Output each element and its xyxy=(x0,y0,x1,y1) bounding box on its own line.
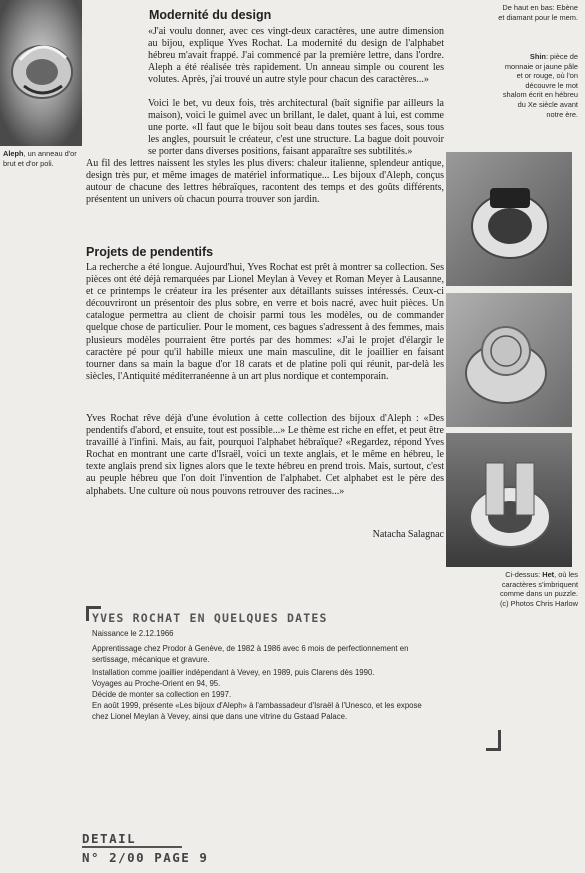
article-author: Natacha Salagnac xyxy=(372,529,444,540)
shin-caption xyxy=(500,52,578,119)
het-caption-prefix: Ci-dessus: xyxy=(505,570,543,579)
bio-line-collection: Décide de monter sa collection en 1997. xyxy=(92,690,232,699)
shin-caption-text: : pièce de monnaie or jaune pâle et or rouge, où l'on découvre le mot shalom écrit en hébreu du Xe siècle avant notre ère. xyxy=(502,52,578,119)
footer-divider xyxy=(82,846,182,848)
section1-paragraph-3: Au fil des lettres naissent les styles les plus divers: chaleur italienne, splendeur antique, design très pur, et même images de matériel informatique... Les bijoux d'Aleph, conçus autour de chacune des lettres hébraïques, racontent des temps et des goûts différents, présentent un univers où chacun pourra trouver son jardin. xyxy=(86,158,444,206)
bio-line-installation: Installation comme joaillier indépendant à Vevey, en 1989, puis Clarens dès 1990. xyxy=(92,668,375,677)
section2-paragraph-1: La recherche a été longue. Aujourd'hui, Yves Rochat est prêt à montrer sa collection. Ses pièces ont été déjà remarquées par Lionel Meylan à Vevey et Roman Meyer à Lausanne, et ce printemps le créateur ira les présenter aux détaillants suisses intéressés. Ceux-ci découvriront un présentoir des plus sobre, en verre et bois nacré, avec huit pièces. Un catalogue permettra au client de choisir parmi tous les modèles, ou de commander quelque chose de particulier. Pour le moment, ces bagues s'adressent à des femmes, mais plusieurs modèles pourraient être portés par des hommes: «J'ai le projet d'élargir le caractère pé pour qu'il habille mieux une main masculine, dit le joaillier en faisant tourner dans sa main la bague d'or 18 carats et de platine poli qui réunit, par-delà les siècles, l'Antiquité méditerranéenne à un art plus nordique et contemporain. xyxy=(86,262,444,382)
top-right-caption: De haut en bas: Ebène et diamant pour le mem. xyxy=(498,3,578,22)
section1-paragraph-1: «J'ai voulu donner, avec ces vingt-deux caractères, une autre dimension au bijou, explique Yves Rochat. La modernité du design de l'alphabet hébreu m'avait frappé. J'ai commencé par la première lettre, dans l'ordre. Aleph a été réalisée très rapidement. Un anneau simple ou courent les volutes. Après, j'ai trouvé un autre style pour chacun des caractères...» xyxy=(148,26,444,86)
mem-ring-photo xyxy=(446,152,572,286)
shin-ring-photo xyxy=(446,293,572,427)
section-heading-projets: Projets de pendentifs xyxy=(86,245,214,259)
section1-paragraph-2: Voici le bet, vu deux fois, très architectural (baït signifie par ailleurs la maison), voici le guimel avec un brillant, le dalet, quant à lui, est comme une porte. «Il faut que le bijou soit beau dans toutes ses faces, sous tous les angles, poursuit le créateur, c'est une structure. La bague doit pouvoir se porter dans diverses positions, faisant apparaître ses subtilités.» xyxy=(148,98,444,158)
bio-title: YVES ROCHAT EN QUELQUES DATES xyxy=(92,611,328,625)
shin-caption-name: Shin xyxy=(529,52,546,61)
bio-box-bottom-right-corner xyxy=(486,730,501,751)
aleph-caption-text: , un anneau d'or brut et d'or poli. xyxy=(3,149,77,168)
aleph-caption-name: Aleph xyxy=(3,149,24,158)
footer-section-name: DETAIL xyxy=(82,831,137,846)
aleph-ring-photo xyxy=(0,0,82,146)
photo-credit: (c) Photos Chris Harlow xyxy=(499,598,578,608)
section-heading-modernite: Modernité du design xyxy=(149,8,272,22)
bio-line-birth: Naissance le 2.12.1966 xyxy=(92,629,174,638)
aleph-caption xyxy=(3,149,81,168)
section2-paragraph-2: Yves Rochat rêve déjà d'une évolution à cette collection des bijoux d'Aleph : «Des pendentifs d'abord, et ensuite, tout est possible...» Le thème est riche en effet, et peut être travaillé à l'infini. Mais, au fait, pourquoi l'alphabet hébraïque? «Regardez, répond Yves Rochat en montrant une carte d'Israël, voici un texte anglais, et le même en hébreu, le texte anglais prend six lignes alors que le texte hébreu en prend trois. Mais, surtout, c'est au peuple hébreu que l'on doit l'invention de l'alphabet. Cet alphabet est le père des alphabets. Une culture où nous pouvons retrouver des racines...» xyxy=(86,413,444,497)
bio-list xyxy=(92,628,422,722)
het-caption xyxy=(492,570,578,608)
het-caption-text: , où les caractères s'imbriquent comme dans un puzzle. xyxy=(499,570,578,599)
bio-line-presentation: En août 1999, présente «Les bijoux d'Aleph» à l'ambassadeur d'Israël à l'Unesco, et les expose chez Lionel Meylan à Vevey, ainsi que dans une vitrine du Gstaad Palace. xyxy=(92,701,422,721)
het-ring-photo xyxy=(446,433,572,567)
footer-issue-page: N° 2/00 PAGE 9 xyxy=(82,850,209,865)
bio-line-travels: Voyages au Proche-Orient en 94, 95. xyxy=(92,679,221,688)
het-caption-name: Het xyxy=(542,570,555,579)
bio-line-apprenticeship: Apprentissage chez Prodor à Genève, de 1982 à 1986 avec 6 mois de perfectionnement en sertissage, mécanique et gravure. xyxy=(92,644,409,664)
